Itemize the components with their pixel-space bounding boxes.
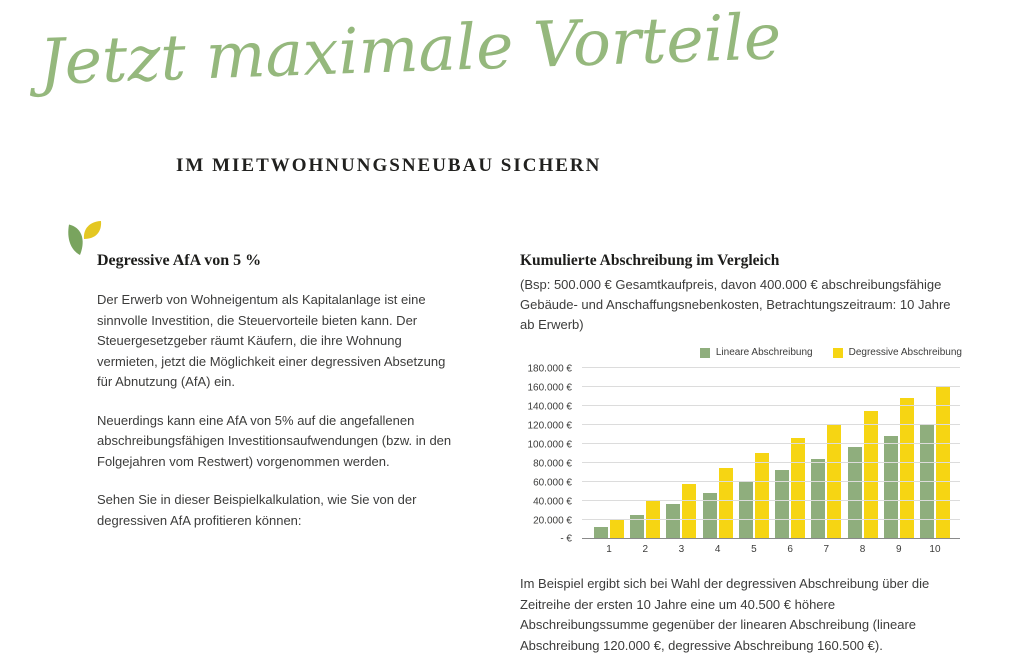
chart-plot [582, 369, 960, 556]
bar-group [703, 468, 733, 556]
chart-subtitle: (Bsp: 500.000 € Gesamtkaufpreis, davon 400.000 € abschreibungsfähige Gebäude- und Anschaffungsnebenkosten, Betrachtungszeitraum: 10 Jahre ab Erwerb) [520, 277, 951, 333]
bar-degressive [646, 501, 660, 538]
headline-sub: IM MIETWOHNUNGSNEUBAU SICHERN [176, 155, 602, 176]
y-axis-label: 40.000 € [533, 496, 572, 508]
bar-degressive [900, 398, 914, 538]
x-axis-label: 10 [929, 544, 941, 556]
body-paragraph: Neuerdings kann eine AfA von 5% auf die angefallenen abschreibungsfähigen Investitionsaufwendungen (bzw. in den Folgejahren vom Restwert) vorgenommen werden. [97, 412, 452, 469]
gridline [582, 367, 960, 368]
bar-degressive [719, 468, 733, 538]
gridline [582, 462, 960, 463]
bar-group [775, 438, 805, 556]
bar-degressive [682, 484, 696, 538]
bar-group [739, 453, 769, 556]
bar-degressive [755, 453, 769, 538]
conclusion-paragraph: Im Beispiel ergibt sich bei Wahl der degressiven Abschreibung über die Zeitreihe der ersten 10 Jahre eine um 40.500 € höhere Abschreibungssumme gegenüber der linearen Abschreibung (lineare Abschreibung 120.000 €, degressive Abschreibung 160.500 €). [520, 576, 930, 654]
legend-label: Lineare Abschreibung [715, 347, 813, 359]
left-column [97, 252, 461, 549]
body-paragraph: Der Erwerb von Wohneigentum als Kapitalanlage ist eine sinnvolle Investition, die Steuervorteile bieten kann. Der Steuergesetzgeber räumt Käufern, die ihre Wohnung vermieten, jetzt die Möglichkeit einer degressiven Absetzung für Abnutzung (AfA) ein. [97, 292, 446, 390]
headline-script: Jetzt maximale Vorteile [38, 0, 783, 99]
gridline [582, 405, 960, 406]
bar-lineare [666, 504, 680, 538]
y-axis-label: 160.000 € [527, 382, 572, 394]
x-axis-label: 5 [751, 544, 757, 556]
x-axis-label: 7 [823, 544, 830, 556]
legend-item [700, 347, 813, 358]
legend-label: Degressive Abschreibung [848, 347, 962, 359]
y-axis-label: 140.000 € [527, 401, 572, 413]
y-axis-label: 120.000 € [527, 420, 572, 432]
gridline [582, 519, 960, 520]
right-column [520, 252, 962, 657]
x-axis-label: 4 [714, 544, 721, 556]
bar-group [630, 501, 660, 556]
section-heading: Degressive AfA von 5 % [97, 252, 262, 269]
y-axis-label: 100.000 € [527, 439, 572, 451]
chart-y-axis [520, 363, 578, 545]
bar-degressive [610, 519, 624, 538]
y-axis-label: 80.000 € [533, 458, 572, 470]
gridline [582, 500, 960, 501]
x-axis-label: 9 [895, 544, 902, 556]
bar-group [594, 519, 624, 556]
bar-group [884, 398, 914, 556]
x-axis-label: 3 [678, 544, 685, 556]
bar-lineare [594, 527, 608, 538]
gridline [582, 443, 960, 444]
bar-chart [520, 364, 962, 560]
gridline [582, 424, 960, 425]
y-axis-label: 60.000 € [533, 477, 572, 489]
bar-group [666, 484, 696, 556]
x-axis-label: 1 [606, 544, 612, 556]
chart-legend [520, 347, 962, 358]
body-paragraph: Sehen Sie in dieser Beispielkalkulation, wie Sie von der degressiven AfA profitieren können: [97, 492, 417, 528]
gridline [582, 386, 960, 387]
x-axis-label: 2 [642, 544, 648, 556]
y-axis-label: 180.000 € [527, 363, 572, 375]
x-axis-label: 6 [787, 544, 793, 556]
bar-degressive [791, 438, 805, 538]
y-axis-label: 20.000 € [533, 515, 572, 527]
gridline [582, 481, 960, 482]
legend-item [833, 347, 962, 358]
bar-lineare [884, 436, 898, 538]
legend-swatch [700, 348, 710, 358]
legend-swatch [833, 348, 843, 358]
leaf-logo-icon [66, 219, 104, 256]
x-axis-label: 8 [859, 544, 866, 556]
bar-lineare [739, 481, 753, 538]
y-axis-label: - € [560, 533, 572, 545]
chart-bars [582, 369, 960, 556]
chart-title: Kumulierte Abschreibung im Vergleich [520, 252, 780, 269]
leaf-logo-svg [66, 219, 104, 256]
